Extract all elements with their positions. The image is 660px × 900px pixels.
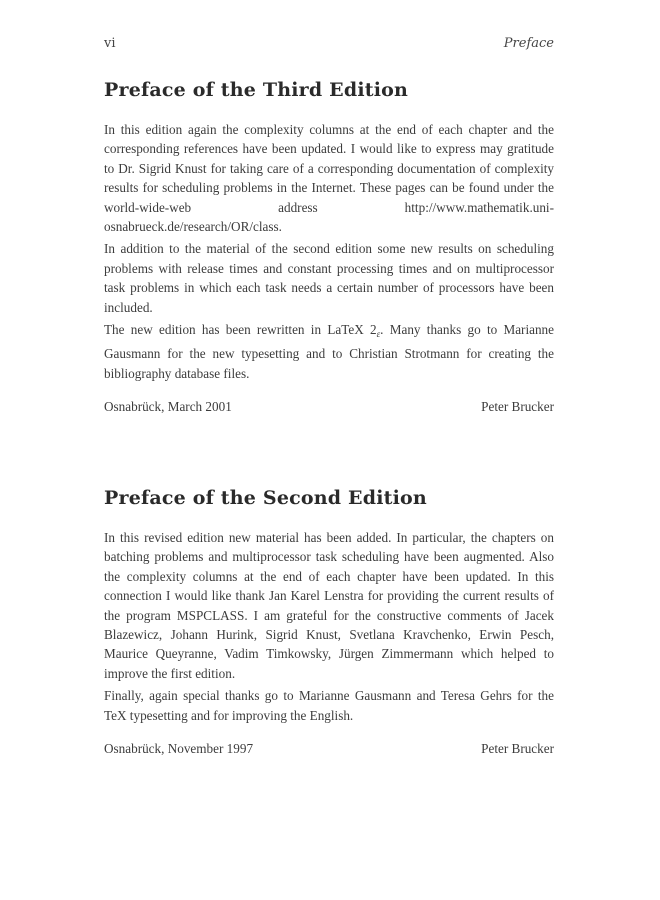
signoff: [104, 741, 554, 761]
paragraph: In this revised edition new material has been added. In particular, the chapters on batching problems and multiprocessor task scheduling have been augmented. Also the complexity columns at the end of each chapter have been updated. In this connection I would like thank Jan Karel Lenstra for providing the current results of the program MSPCLASS. I am grateful for the constructive comments of Jacek Blazewicz, Johann Hurink, Sigrid Knust, Svetlana Kravchenko, Erwin Pesch, Maurice Queyranne, Vadim Timkowsky, Jürgen Zimmermann which helped to improve the first edition.: [104, 530, 554, 681]
signoff: [104, 399, 554, 419]
running-head: [104, 36, 554, 52]
place-date: Osnabrück, March 2001: [104, 399, 232, 415]
sentence-end: .: [380, 322, 384, 338]
page-number: vi: [104, 36, 116, 51]
section-body: [104, 528, 554, 725]
author-name: Peter Brucker: [481, 741, 554, 757]
section-body: [104, 120, 554, 383]
section-third-edition: [104, 78, 554, 419]
latex-epsilon-subscript: ε: [376, 329, 381, 340]
running-title: Preface: [503, 36, 554, 51]
paragraph: In this edition again the complexity columns at the end of each chapter and the corresponding references have been updated. I would like to express may gratitude to Dr. Sigrid Knust for taking care of a corresponding documentation of complexity results for scheduling problems in the Internet. These pages can be found under the world-wide-web address http://www.mathematik.uni-osnabrueck.de/research/OR/class.: [104, 122, 554, 235]
paragraph: Finally, again special thanks go to Marianne Gausmann and Teresa Gehrs for the TeX typesetting and for improving the English.: [104, 688, 554, 723]
section-heading: Preface of the Third Edition: [104, 79, 409, 101]
paragraph: [104, 320, 554, 383]
latex-mention: The new edition has been rewritten in LaTeX 2: [104, 322, 377, 338]
section-heading: Preface of the Second Edition: [104, 487, 427, 509]
author-name: Peter Brucker: [481, 399, 554, 415]
paragraph: In addition to the material of the second edition some new results on scheduling problems with release times and constant processing times and on multiprocessor task problems in which each task needs a certain number of processors have been included.: [104, 241, 554, 315]
thanks-text: Many thanks go to Marianne Gausmann for the new typesetting and to Christian Strotmann for creating the bibliography database files.: [104, 322, 555, 381]
section-second-edition: [104, 486, 554, 761]
place-date: Osnabrück, November 1997: [104, 741, 254, 757]
